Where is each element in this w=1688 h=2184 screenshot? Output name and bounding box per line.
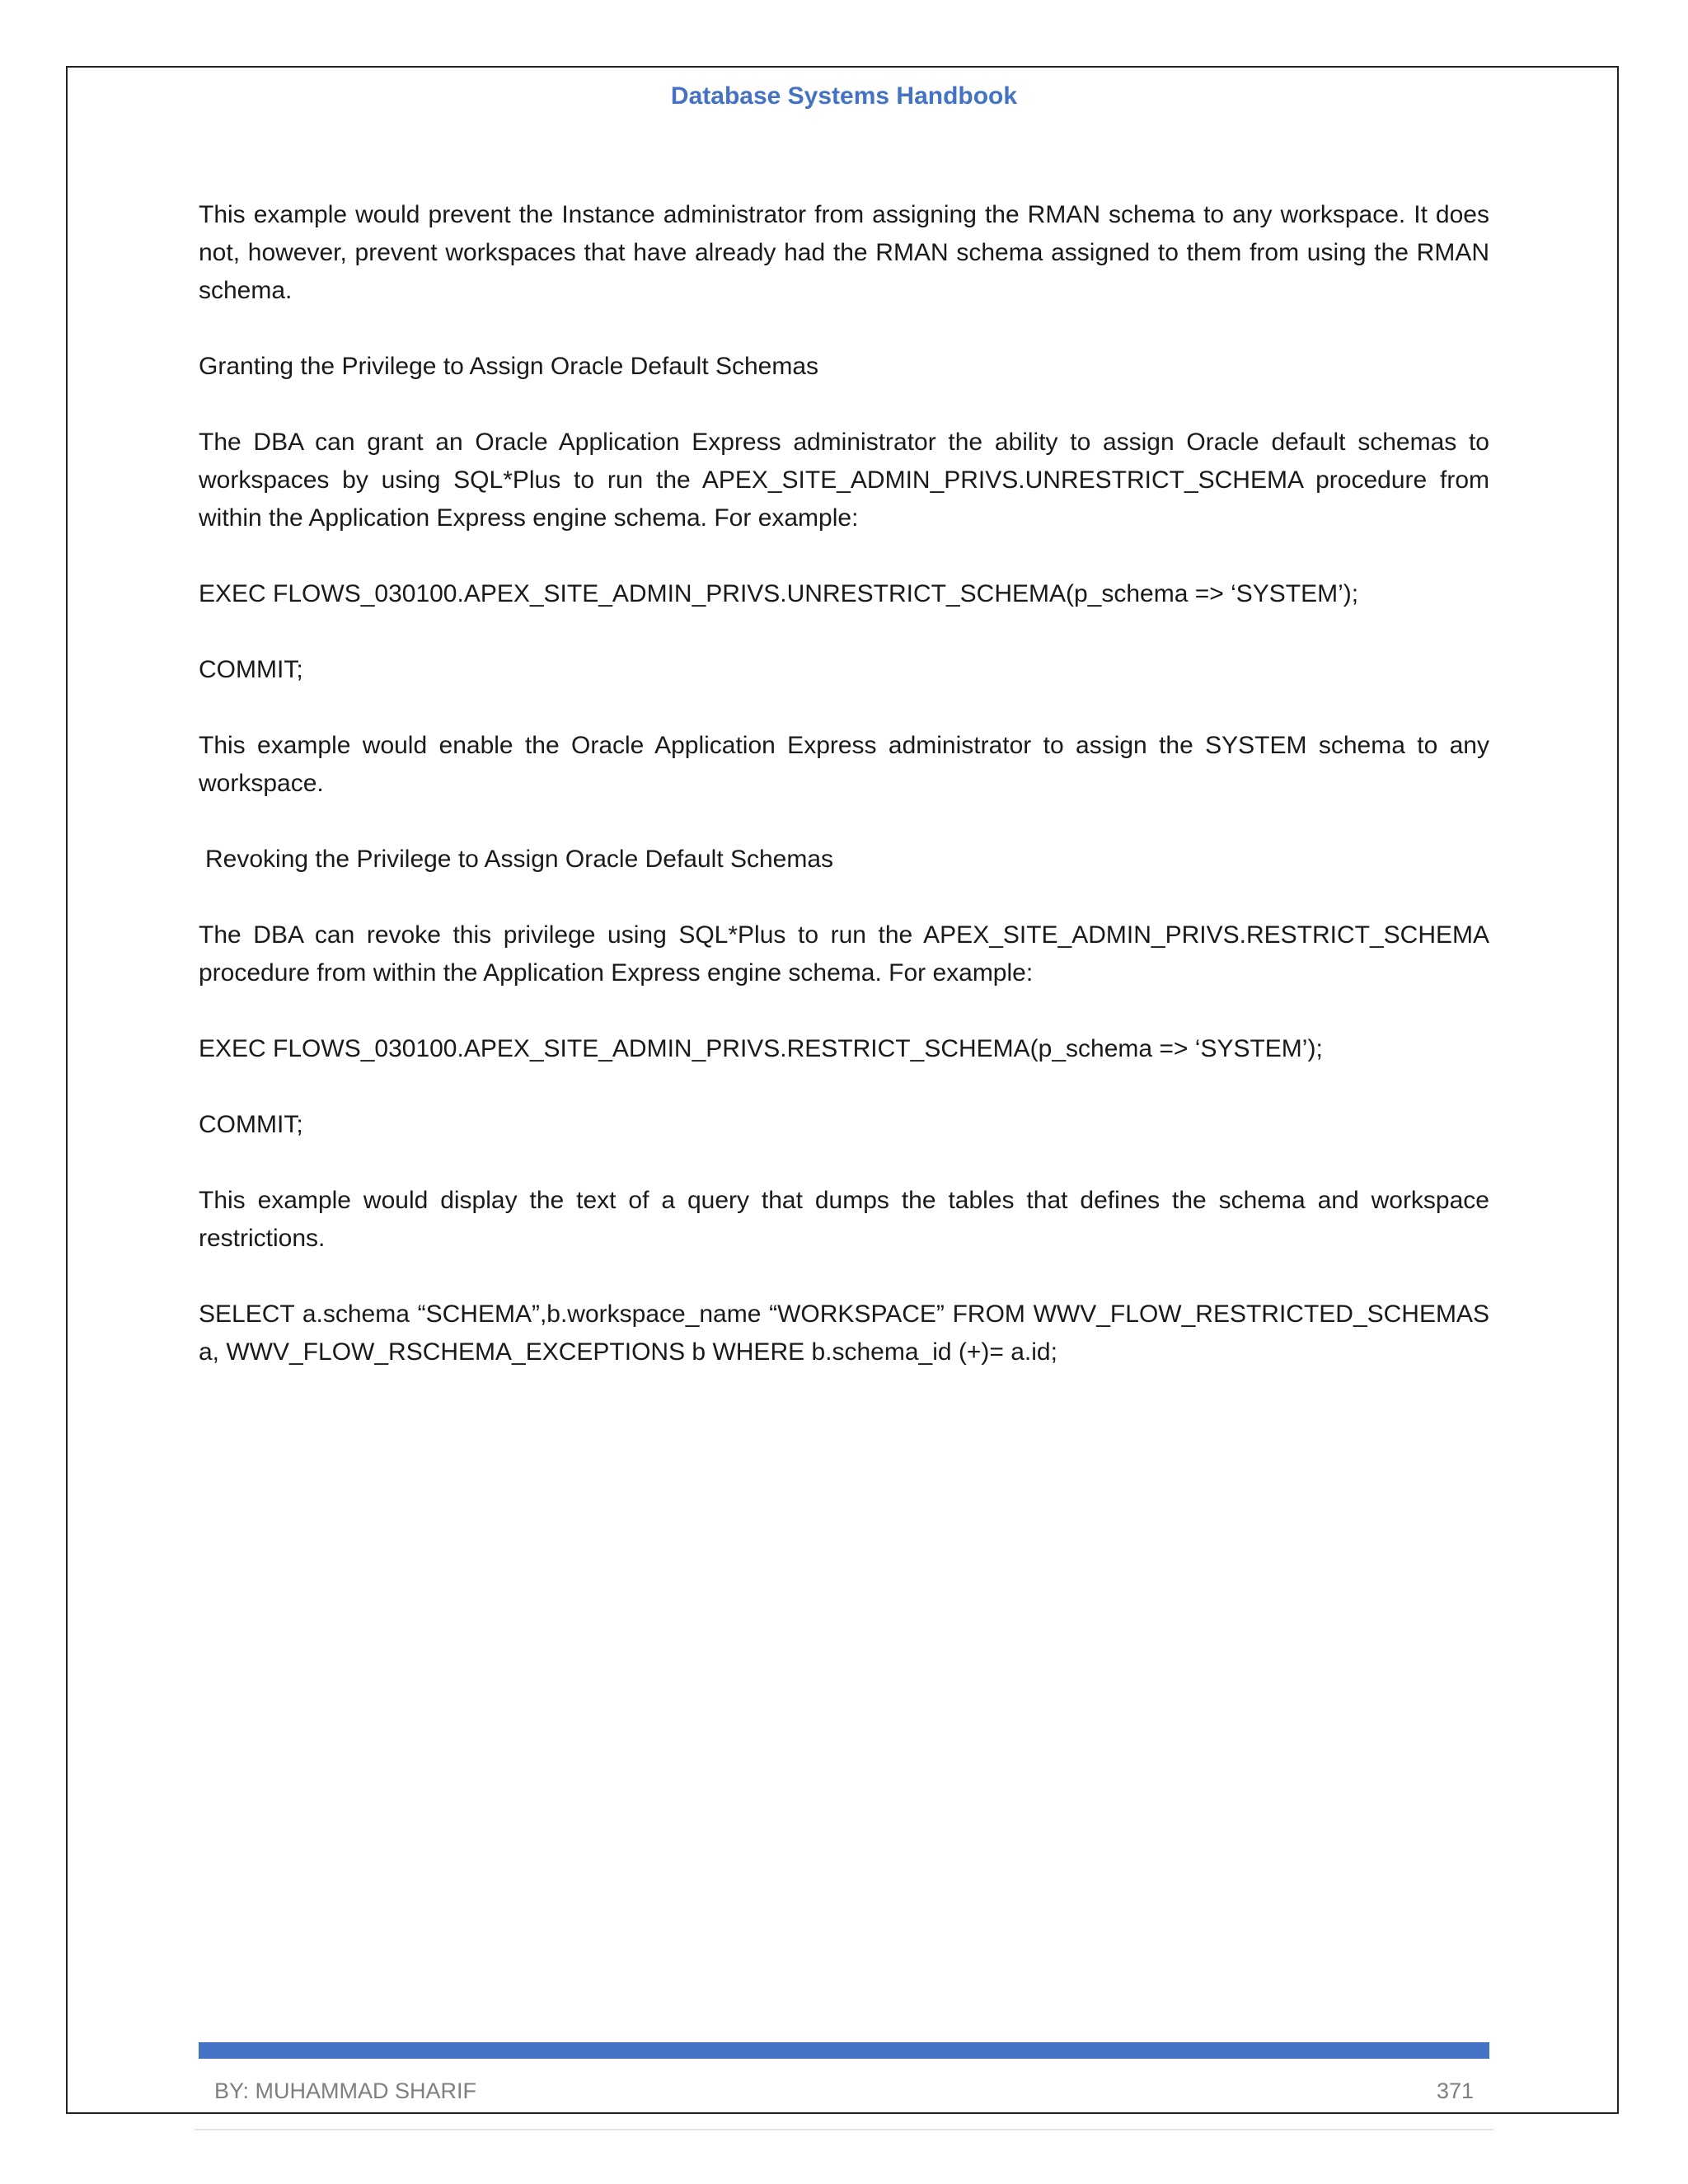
page-number: 371 [1436,2079,1474,2103]
code-commit-1: COMMIT; [199,656,303,683]
footer-author: BY: MUHAMMAD SHARIF [214,2079,477,2103]
code-restrict-schema: EXEC FLOWS_030100.APEX_SITE_ADMIN_PRIVS.RESTRICT_SCHEMA(p_schema => ‘SYSTEM’); [199,1035,1323,1062]
paragraph-rman-restriction: This example would prevent the Instance administrator from assigning the RMAN schema to any workspace. It does not, however, prevent workspaces that have already had the RMAN schema assigned to them from using the RMAN schema. [199,201,1489,304]
bottom-divider [195,2129,1493,2130]
page-body [199,196,1489,1409]
code-select-query: SELECT a.schema “SCHEMA”,b.workspace_name “WORKSPACE” FROM WWV_FLOW_RESTRICTED_SCHEMAS a, WWV_FLOW_RSCHEMA_EXCEPTIONS b WHERE b.schema_id (+)= a.id; [199,1301,1489,1366]
heading-granting-privilege: Granting the Privilege to Assign Oracle Default Schemas [199,353,819,380]
paragraph-query-explanation: This example would display the text of a query that dumps the tables that defines the schema and workspace restrictions. [199,1187,1489,1252]
paragraph-grant-explanation: The DBA can grant an Oracle Application Express administrator the ability to assign Oracle default schemas to workspaces by using SQL*Plus to run the APEX_SITE_ADMIN_PRIVS.UNRESTRICT_SCHEMA procedure from within the Application Express engine schema. For example: [199,429,1489,532]
running-header: Database Systems Handbook [670,82,1018,110]
footer-accent-bar [199,2042,1489,2059]
code-commit-2: COMMIT; [199,1111,303,1138]
paragraph-revoke-explanation: The DBA can revoke this privilege using SQL*Plus to run the APEX_SITE_ADMIN_PRIVS.RESTRICT_SCHEMA procedure from within the Application Express engine schema. For example: [199,921,1489,987]
paragraph-enable-system-schema: This example would enable the Oracle Application Express administrator to assign the SYSTEM schema to any workspace. [199,732,1489,797]
heading-revoking-privilege: Revoking the Privilege to Assign Oracle Default Schemas [205,846,834,873]
code-unrestrict-schema: EXEC FLOWS_030100.APEX_SITE_ADMIN_PRIVS.UNRESTRICT_SCHEMA(p_schema => ‘SYSTEM’); [199,580,1359,607]
